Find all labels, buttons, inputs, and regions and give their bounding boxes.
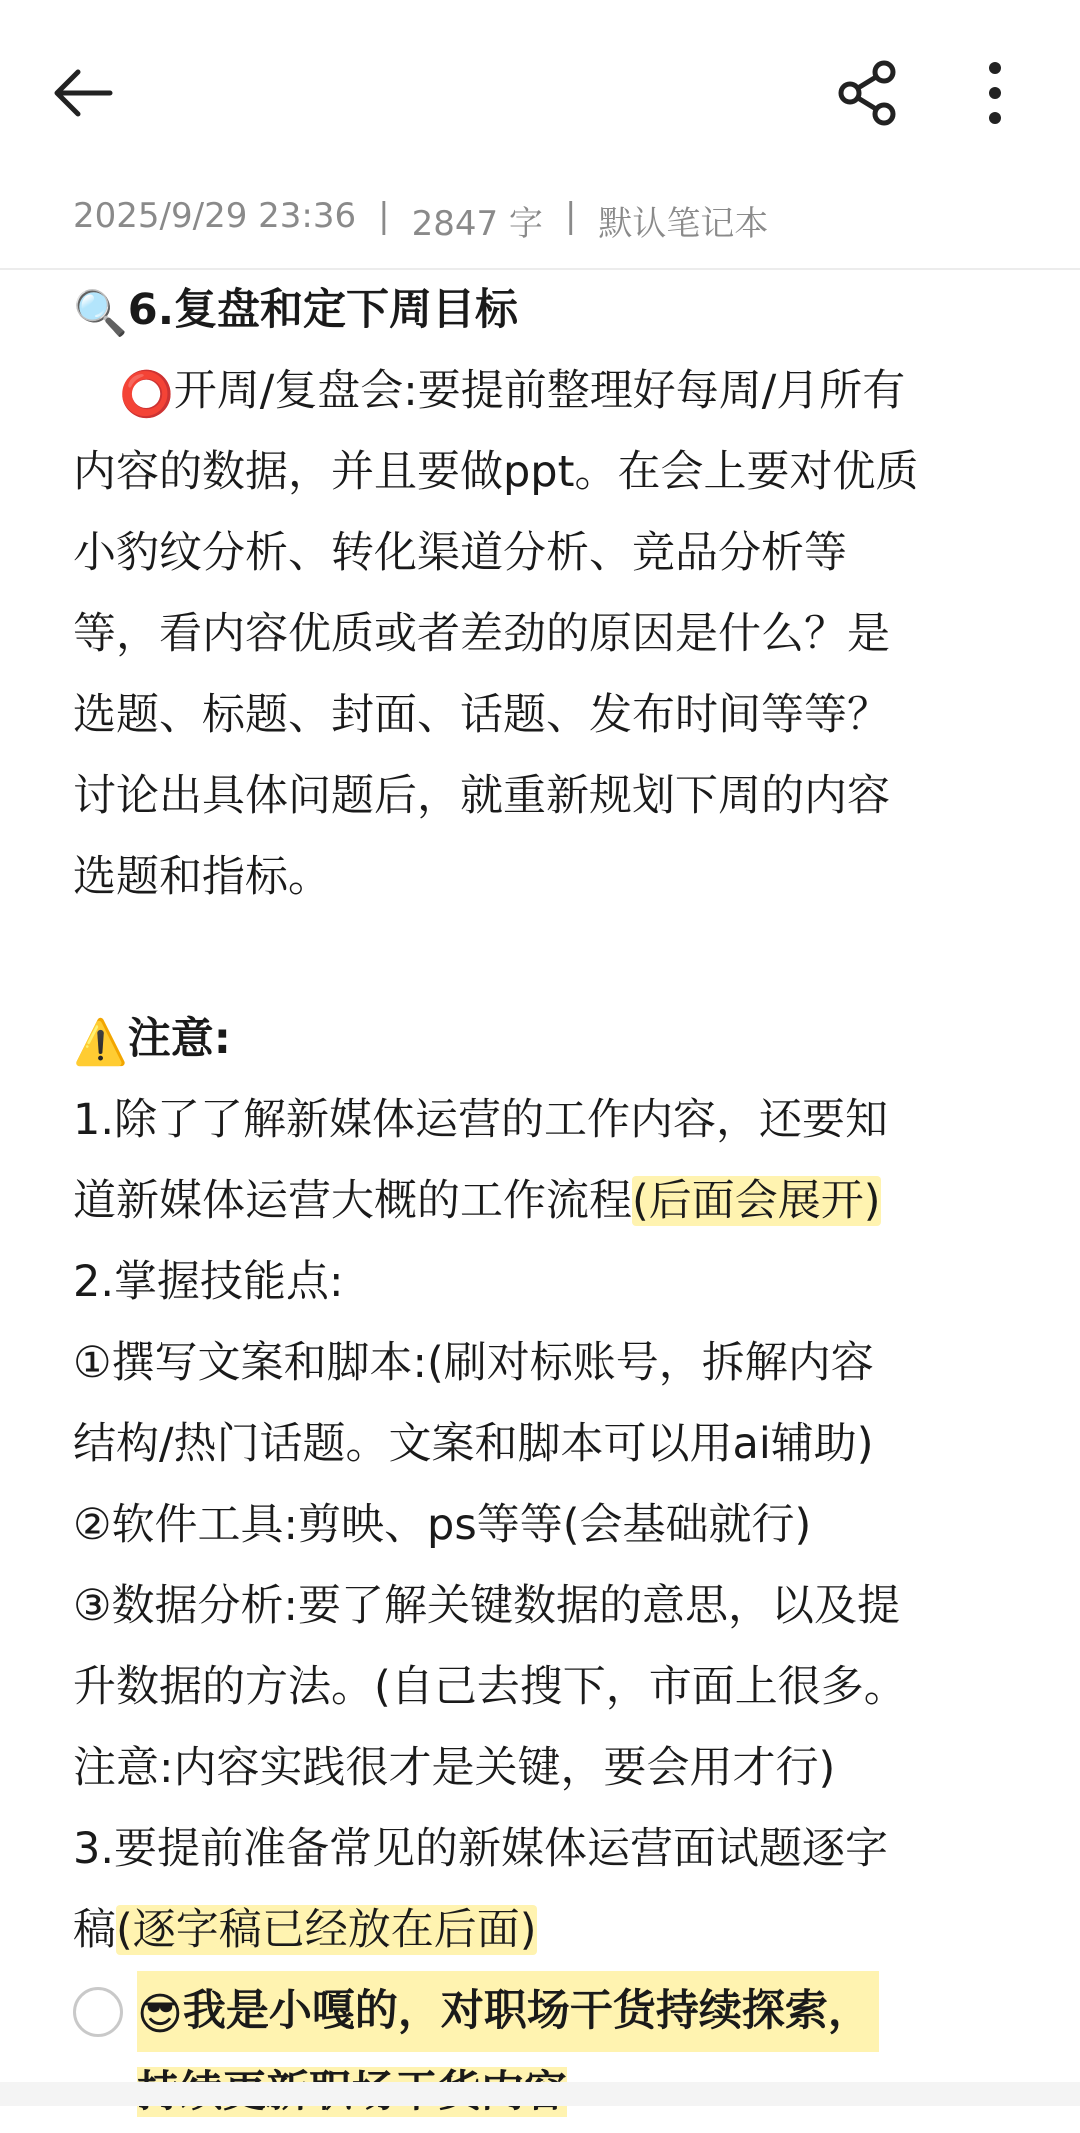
paragraph-line: ⭕开周/复盘会:要提前整理好每周/月所有 [119,366,906,420]
todo-checkbox[interactable] [73,1987,123,2037]
skill-item-3: ③数据分析:要了解关键数据的意思，以及提 [73,1581,901,1631]
circle-emoji-icon: ⭕ [119,369,174,420]
note-wordcount: 2847 字 [411,204,543,244]
paragraph-line: 小豹纹分析、转化渠道分析、竞品分析等 [73,528,847,578]
list-item-3: 3.要提前准备常见的新媒体运营面试题逐字 [73,1824,889,1874]
share-icon [834,58,904,128]
todo-text: 😎我是小嘎的，对职场干货持续探索， [137,1971,879,2052]
skill-item-1: ①撰写文案和脚本:(刷对标账号，拆解内容 [73,1338,874,1388]
back-arrow-icon [48,58,118,128]
list-item-1: 1.除了了解新媒体运营的工作内容，还要知 [73,1095,889,1145]
sunglasses-emoji-icon: 😎 [137,1989,183,2040]
section-heading-text: 6.复盘和定下周目标 [127,285,519,335]
magnifier-emoji-icon: 🔍 [73,288,128,339]
skill-item-3-cont: 升数据的方法。(自己去搜下，市面上很多。 [73,1662,907,1712]
skill-item-2: ②软件工具:剪映、ps等等(会基础就行) [73,1500,812,1550]
list-item-2: 2.掌握技能点: [73,1257,344,1307]
skill-item-3-cont: 注意:内容实践很才是关键，要会用才行) [73,1743,836,1793]
paragraph-line: 等，看内容优质或者差劲的原因是什么？是 [73,609,890,659]
bottom-edge [0,2082,1080,2106]
note-datetime: 2025/9/29 23:36 [73,196,357,236]
more-options-button[interactable] [940,38,1050,148]
top-app-bar [0,0,1080,180]
note-meta [73,196,768,245]
paragraph-line: 讨论出具体问题后，就重新规划下周的内容 [73,771,890,821]
meta-separator: | [378,196,390,236]
list-item-3-cont: 稿(逐字稿已经放在后面) [73,1905,537,1955]
list-item-1-cont: 道新媒体运营大概的工作流程(后面会展开) [73,1176,881,1226]
more-vertical-icon [960,58,1030,128]
paragraph-line: 选题、标题、封面、话题、发布时间等等？ [73,690,890,740]
note-body[interactable] [73,270,1013,2133]
skill-item-1-cont: 结构/热门话题。文案和脚本可以用ai辅助) [73,1419,874,1469]
note-notebook[interactable]: 默认笔记本 [598,204,769,244]
todo-item [73,1971,1013,2052]
warning-emoji-icon: ⚠️ [73,1017,128,1068]
highlight-text: (逐字稿已经放在后面) [116,1905,537,1955]
warning-heading: ⚠️注意: [73,1014,231,1068]
section-heading [73,270,1013,351]
share-button[interactable] [814,38,924,148]
paragraph-line: 选题和指标。 [73,852,331,902]
meta-separator: | [564,196,577,236]
blank-line [73,918,1013,999]
highlight-text: (后面会展开) [632,1176,881,1226]
paragraph-line: 内容的数据，并且要做ppt。在会上要对优质 [73,447,919,497]
back-button[interactable] [28,38,138,148]
